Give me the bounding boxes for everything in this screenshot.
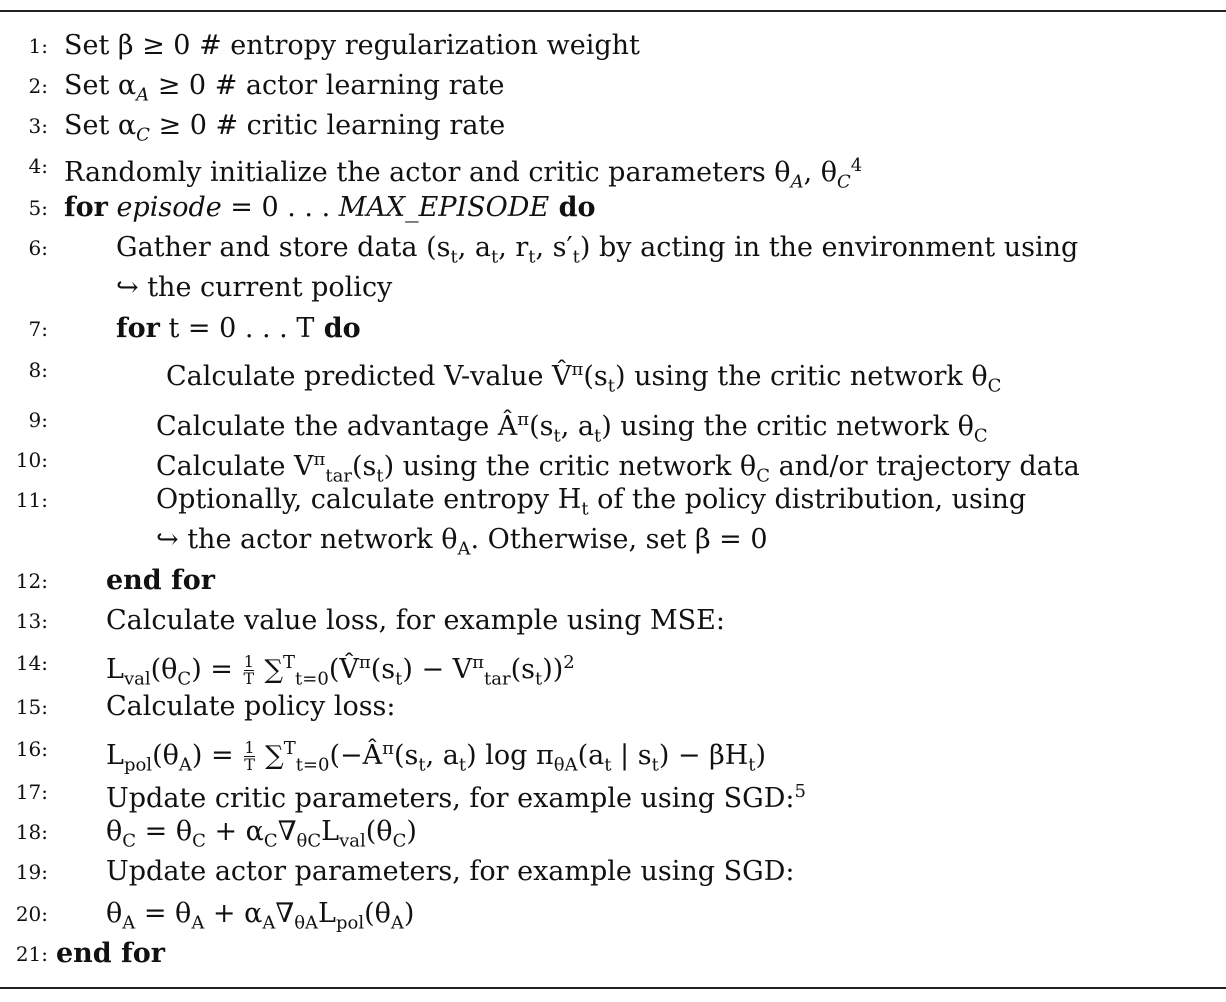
line-number: 15: <box>15 695 48 719</box>
algo-line-8 <box>0 350 1226 397</box>
algo-line-17 <box>0 772 1226 812</box>
line-number: 10: <box>15 448 48 472</box>
bottom-rule <box>0 987 1226 989</box>
algo-line-10 <box>0 440 1226 487</box>
footnote-4: 4 <box>850 155 863 176</box>
line-text: Update critic parameters, for example using SGD:$^5$ <box>106 781 806 814</box>
line-number: 12: <box>15 569 48 593</box>
line-number: 1: <box>28 34 48 58</box>
line-text: Calculate the advantage $Â^\pi(s_t$, $a_t$) using the critic network $\theta_C$ <box>156 409 988 447</box>
line-number: 8: <box>28 358 48 382</box>
line-text: end for <box>56 938 165 969</box>
algo-line-15 <box>0 687 1226 727</box>
algo-line-2 <box>0 66 1226 106</box>
line-number: 2: <box>28 74 48 98</box>
algo-line-21 <box>0 934 1226 974</box>
algo-line-1 <box>0 26 1226 66</box>
line-number: 16: <box>15 737 48 761</box>
line-text: Optionally, calculate entropy $H_t$ of the policy distribution, using <box>156 484 1027 520</box>
algo-line-20 <box>0 894 1226 934</box>
line-text: $L_{pol}(\theta_A)$ = $\frac{1}{T}$ $\sum^T_{t=0}(-Â^\pi(s_t$, $a_t$) $\log \pi_{\theta A}(a_t$ | $s_t) - \beta H_t$) <box>106 738 767 776</box>
algo-line-11 <box>0 480 1226 520</box>
algo-line-16 <box>0 729 1226 776</box>
line-text: Set $\alpha_A \ge 0$ # actor learning rate <box>64 70 505 106</box>
line-text: for episode = 0 . . . MAX_EPISODE do <box>64 192 596 223</box>
algo-line-6 <box>0 228 1226 268</box>
line-number: 9: <box>28 408 48 432</box>
line-text: Update actor parameters, for example using SGD: <box>106 856 795 887</box>
algo-line-13 <box>0 601 1226 641</box>
line-number: 4: <box>28 154 48 178</box>
fraction: $\frac{1}{T}$ <box>243 652 255 688</box>
line-number: 21: <box>15 942 48 966</box>
line-number: 5: <box>28 196 48 220</box>
line-text: $L_{val}(\theta_C)$ = $\frac{1}{T}$ $\sum^T_{t=0}(V̂^\pi(s_t) - V^\pi_{tar}(s_t))^2$ <box>106 652 575 690</box>
footnote-5: 5 <box>794 781 806 802</box>
line-number: 19: <box>15 860 48 884</box>
algo-line-19 <box>0 852 1226 892</box>
line-text: for t = 0 . . . T do <box>116 313 361 344</box>
line-text: Gather and store data ($s_t$, $a_t$, $r_t$, $s'_t$) by acting in the environment using <box>116 232 1079 268</box>
algo-line-12 <box>0 561 1226 601</box>
algo-line-6-cont <box>0 268 1226 308</box>
line-text: ↪ the current policy <box>116 272 393 303</box>
algo-line-14 <box>0 643 1226 690</box>
algo-line-3 <box>0 106 1226 146</box>
line-number: 6: <box>28 236 48 260</box>
line-number: 7: <box>28 317 48 341</box>
line-text: Calculate $V^\pi_{tar}(s_t)$ using the critic network $\theta_C$ and/or trajectory data <box>156 449 1080 487</box>
line-text: Calculate value loss, for example using MSE: <box>106 605 725 636</box>
algo-line-11-cont <box>0 520 1226 560</box>
fraction: $\frac{1}{T}$ <box>244 738 255 774</box>
line-text: end for <box>106 565 215 596</box>
line-text: ↪ the actor network $\theta_A$. Otherwise, set β = 0 <box>156 524 768 560</box>
line-text: Calculate predicted V-value $V̂^\pi(s_t)$ using the critic network $\theta_C$ <box>166 359 1002 397</box>
algo-line-18 <box>0 812 1226 852</box>
line-number: 11: <box>15 488 48 512</box>
line-text: Calculate policy loss: <box>106 691 396 722</box>
line-text: Set β ≥ 0 # entropy regularization weight <box>64 30 640 61</box>
line-number: 20: <box>15 902 48 926</box>
line-text: Randomly initialize the actor and critic parameters $\theta_A$, $\theta_C^4$ <box>64 155 863 193</box>
algo-line-4 <box>0 146 1226 193</box>
line-text: $\theta_C = \theta_C + \alpha_C\nabla_{\theta C}L_{val}(\theta_C)$ <box>106 816 417 852</box>
line-number: 3: <box>28 114 48 138</box>
algo-line-9 <box>0 400 1226 447</box>
line-number: 18: <box>15 820 48 844</box>
line-text: $\theta_A = \theta_A + \alpha_A\nabla_{\theta A}L_{pol}(\theta_A)$ <box>106 898 415 934</box>
algo-line-7 <box>0 309 1226 349</box>
line-number: 17: <box>15 780 48 804</box>
line-number: 13: <box>15 609 48 633</box>
algo-line-5 <box>0 188 1226 228</box>
line-text: Set $\alpha_C \ge 0$ # critic learning rate <box>64 110 506 146</box>
top-rule <box>0 10 1226 12</box>
line-number: 14: <box>15 651 48 675</box>
